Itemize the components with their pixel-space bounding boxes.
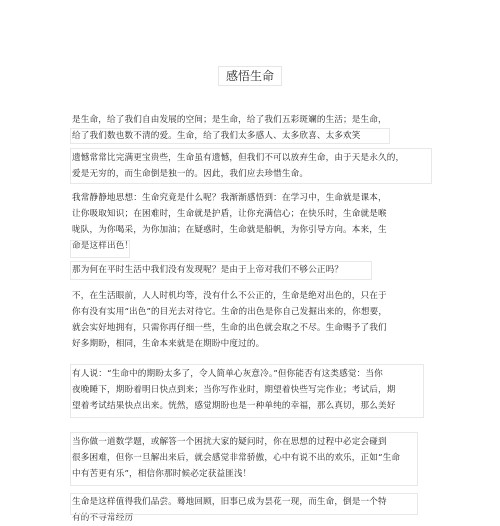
paragraph-line: 有的不寻常经历: [72, 513, 134, 523]
paragraph-line: 很多困难，但你一旦解出来后，就会感觉非常骄傲，心中有说不出的欢乐，正如“生命: [72, 453, 401, 463]
paragraph-line: 你有没有实用“出色”的目光去对待它。生命的出色是你自己发掘出来的，你想要，: [72, 307, 388, 317]
paragraph-line: 遗憾常常比完满更宝贵些，生命虽有遗憾，但我们不可以放弃生命，由于天是永久的，: [72, 153, 405, 163]
paragraph-line: 好多期盼，相同，生命本来就是在期盼中度过的。: [72, 339, 265, 349]
paragraph-3: [72, 190, 432, 254]
paragraph-line: 是生命，给了我们自由发展的空间；是生命，给了我们五彩斑斓的生活；是生命，: [72, 115, 387, 125]
paragraph-line: 就会实好地拥有，只需你再仔细一些，生命的出色就会取之不尽。生命赐予了我们: [72, 323, 387, 333]
paragraph-8: [72, 494, 432, 526]
paragraph-4: [72, 262, 432, 278]
paragraph-line: 那为何在平时生活中我们没有发现呢？是由于上帝对我们不够公正吗？: [72, 265, 344, 275]
paragraph-line: 望着考试结果快点出来。恍然，感觉期盼也是一种单纯的幸福，那么真切，那么美好: [72, 401, 396, 411]
paragraph-line: 生命是这样值得我们品尝。蓦地回顾，旧事已成为昙花一现，而生命，倒是一个特: [72, 497, 387, 507]
document-title: 感悟生命: [218, 66, 282, 86]
paragraph-line: 当你做一道数学题，或解答一个困扰大家的疑问时，你在思想的过程中必定会碰到: [72, 437, 387, 447]
paragraph-7: [72, 434, 432, 482]
paragraph-line: 给了我们数也数不清的爱。生命，给了我们太多感人、太多欣喜、太多欢笑: [72, 131, 361, 141]
paragraph-line: 我常静静地思想：生命究竟是什么呢？我渐渐感悟到：在学习中，生命就是课本，: [72, 193, 387, 203]
paragraph-line: 夜晚睡下，期盼着明日快点到来；当你写作业时，期望着快些写完作业；考试后，期: [72, 385, 396, 395]
paragraph-line: 让你吸取知识；在困难时，生命就是护盾，让你充满信心；在快乐时，生命就是喉: [72, 209, 387, 219]
paragraph-6: [72, 366, 432, 414]
paragraph-line: 有人说：“生命中的期盼太多了，令人简单心灰意冷。”但你能否有这类感觉：当你: [72, 369, 383, 379]
paragraph-1: [72, 112, 432, 144]
paragraph-line: 命是这样出色！: [72, 241, 134, 251]
paragraph-line: 爱是无穷的，而生命倒是独一的。因此，我们应去珍惜生命。: [72, 169, 309, 179]
paragraph-line: 中有苦更有乐”，相信你那时候必定获益匪浅！: [72, 469, 252, 479]
paragraph-5: [72, 288, 432, 352]
paragraph-line: 咙队，为你喝采，为你加油；在疑惑时，生命就是船帆，为你引导方向。本来，生: [72, 225, 387, 235]
paragraph-2: [72, 150, 432, 182]
paragraph-line: 不，在生活眼前，人人时机均等，没有什么不公正的，生命是绝对出色的，只在于: [72, 291, 387, 301]
